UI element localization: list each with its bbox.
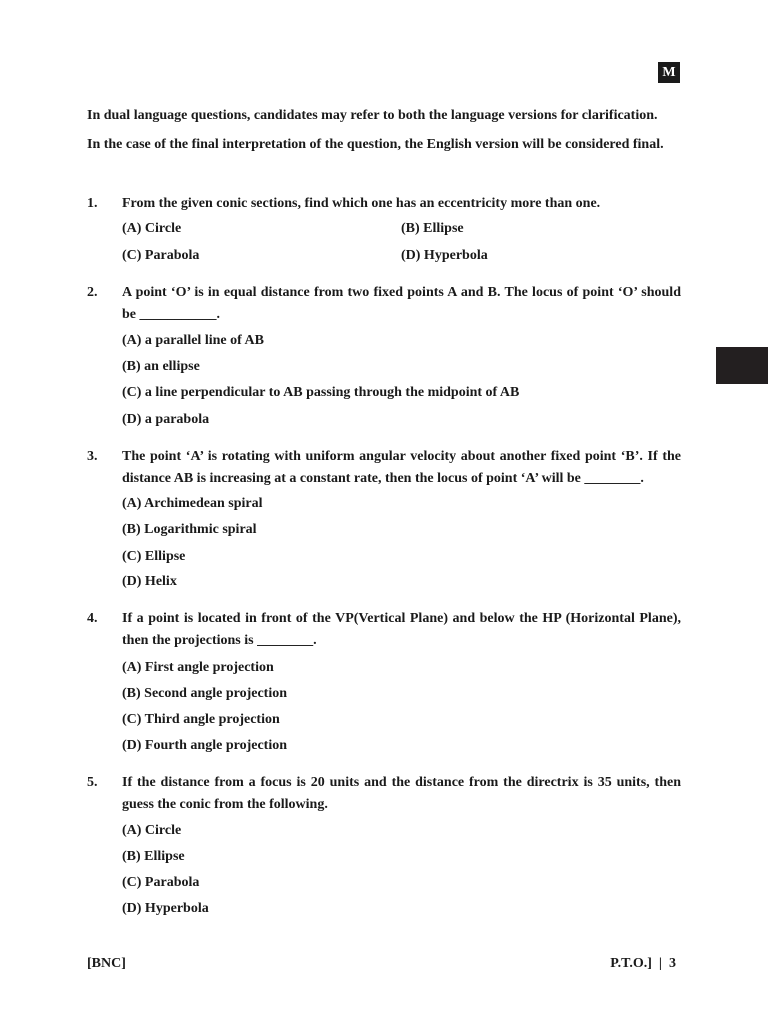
option-d: (D) a parabola <box>122 412 210 427</box>
option-d: (D) Hyperbola <box>122 901 209 916</box>
option-d: (D) Fourth angle projection <box>122 738 287 753</box>
page-edge-tab <box>716 347 768 384</box>
booklet-code: [BNC] <box>87 956 126 971</box>
option-a: (A) First angle projection <box>122 660 274 675</box>
option-b: (B) Ellipse <box>401 221 464 236</box>
question-text: If the distance from a focus is 20 units and the distance from the directrix is 35 units, then guess the conic from the following. <box>122 775 681 812</box>
option-c: (C) a line perpendicular to AB passing through the midpoint of AB <box>122 385 520 400</box>
question-text: If a point is located in front of the VP(Vertical Plane) and below the HP (Horizontal Plane), then the projections is ________. <box>122 611 681 648</box>
question-number: 3. <box>87 449 98 464</box>
booklet-series-badge: M <box>658 62 680 83</box>
option-a: (A) Circle <box>122 823 182 838</box>
option-c: (C) Parabola <box>122 875 200 890</box>
option-a: (A) Circle <box>122 221 182 236</box>
page-footer-pto: P.T.O.] | 3 <box>610 956 676 971</box>
option-a: (A) Archimedean spiral <box>122 496 263 511</box>
instruction-note: In dual language questions, candidates may refer to both the language versions for clarification. <box>87 108 658 123</box>
option-c: (C) Third angle projection <box>122 712 280 727</box>
question-number: 5. <box>87 775 98 790</box>
option-d: (D) Helix <box>122 574 177 589</box>
option-b: (B) Second angle projection <box>122 686 288 701</box>
question-text: The point ‘A’ is rotating with uniform angular velocity about another fixed point ‘B’. If the distance AB is increasing at a constant rate, then the locus of point ‘A’ will be ________. <box>122 449 681 486</box>
option-d: (D) Hyperbola <box>401 248 488 263</box>
option-b: (B) Ellipse <box>122 849 185 864</box>
option-c: (C) Ellipse <box>122 549 186 564</box>
question-number: 1. <box>87 196 98 211</box>
option-a: (A) a parallel line of AB <box>122 333 264 348</box>
instruction-note: In the case of the final interpretation of the question, the English version will be considered final. <box>87 137 664 152</box>
question-text: A point ‘O’ is in equal distance from two fixed points A and B. The locus of point ‘O’ should be ___________. <box>122 285 681 322</box>
question-text: From the given conic sections, find which one has an eccentricity more than one. <box>122 196 601 211</box>
option-c: (C) Parabola <box>122 248 200 263</box>
option-b: (B) Logarithmic spiral <box>122 522 257 537</box>
option-b: (B) an ellipse <box>122 359 200 374</box>
question-number: 4. <box>87 611 98 626</box>
question-number: 2. <box>87 285 98 300</box>
